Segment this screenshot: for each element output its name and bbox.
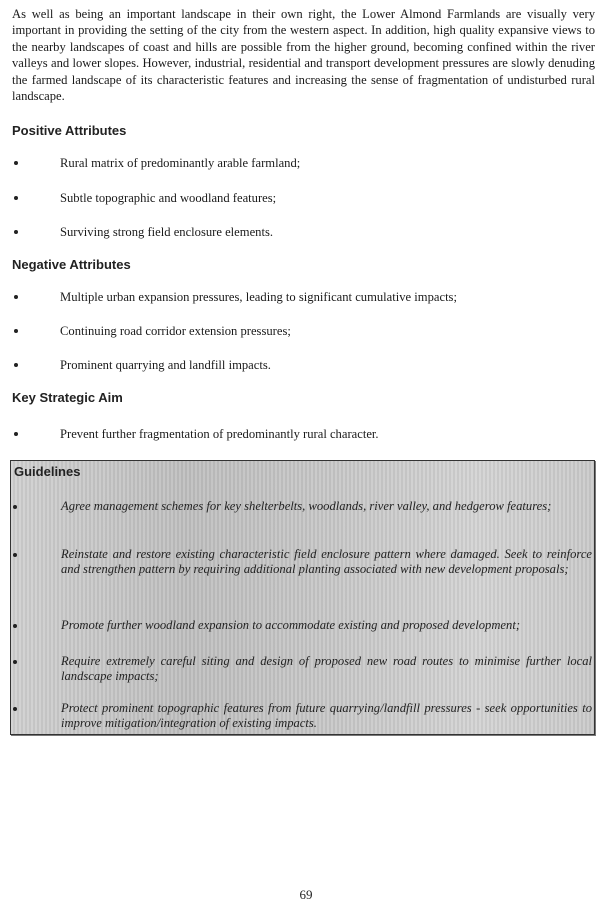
key-strategic-aim-item bbox=[12, 426, 595, 444]
positive-attribute-item bbox=[12, 155, 595, 173]
page-number: 69 bbox=[299, 887, 313, 902]
guidelines-heading: Guidelines bbox=[14, 464, 81, 479]
key-strategic-aim-heading: Key Strategic Aim bbox=[12, 390, 123, 405]
bullet-icon bbox=[14, 196, 18, 200]
bullet-icon bbox=[14, 432, 18, 436]
guideline-text: Require extremely careful siting and design of proposed new road routes to minimise further local landscape impacts; bbox=[61, 654, 592, 683]
negative-attribute-text: Multiple urban expansion pressures, leading to significant cumulative impacts; bbox=[60, 290, 457, 304]
negative-attribute-text: Continuing road corridor extension pressures; bbox=[60, 324, 291, 338]
guideline-text: Promote further woodland expansion to accommodate existing and proposed development; bbox=[61, 618, 521, 632]
negative-attribute-item bbox=[12, 289, 595, 307]
positive-attribute-text: Surviving strong field enclosure elements. bbox=[60, 225, 273, 239]
bullet-icon bbox=[13, 707, 17, 711]
positive-attribute-text: Subtle topographic and woodland features; bbox=[60, 191, 277, 205]
negative-attribute-item bbox=[12, 323, 595, 341]
bullet-icon bbox=[13, 660, 17, 664]
bullet-icon bbox=[13, 505, 17, 509]
bullet-icon bbox=[14, 363, 18, 367]
guideline-text: Agree management schemes for key shelterbelts, woodlands, river valley, and hedgerow features; bbox=[61, 499, 552, 513]
bullet-icon bbox=[14, 295, 18, 299]
bullet-icon bbox=[13, 624, 17, 628]
bullet-icon bbox=[14, 329, 18, 333]
guidelines-box bbox=[10, 460, 595, 735]
guideline-text: Reinstate and restore existing characteristic field enclosure pattern where damaged. Seek to reinforce and strengthen pattern by requiring additional planting associated with new development proposals; bbox=[61, 547, 592, 576]
negative-attributes-heading: Negative Attributes bbox=[12, 257, 131, 272]
bullet-icon bbox=[13, 553, 17, 557]
negative-attribute-item bbox=[12, 357, 595, 375]
negative-attribute-text: Prominent quarrying and landfill impacts. bbox=[60, 358, 271, 372]
key-strategic-aim-text: Prevent further fragmentation of predominantly rural character. bbox=[60, 427, 379, 441]
bullet-icon bbox=[14, 161, 18, 165]
intro-paragraph: As well as being an important landscape in their own right, the Lower Almond Farmlands are visually very important in providing the setting of the city from the western aspect. In addition, high quality expansive views to the nearby landscapes of coast and hills are possible from the higher ground, becoming confined within the river valleys and lower slopes. However, industrial, residential and transport development pressures are slowly denuding the farmed landscape of its characteristic features and increasing the sense of fragmentation of undisturbed rural landscape. bbox=[12, 7, 595, 104]
positive-attribute-item bbox=[12, 190, 595, 208]
positive-attributes-heading: Positive Attributes bbox=[12, 123, 127, 138]
bullet-icon bbox=[14, 230, 18, 234]
guideline-text: Protect prominent topographic features from future quarrying/landfill pressures - seek opportunities to improve mitigation/integration of existing impacts. bbox=[61, 701, 592, 730]
positive-attribute-item bbox=[12, 224, 595, 242]
positive-attribute-text: Rural matrix of predominantly arable farmland; bbox=[60, 156, 301, 170]
